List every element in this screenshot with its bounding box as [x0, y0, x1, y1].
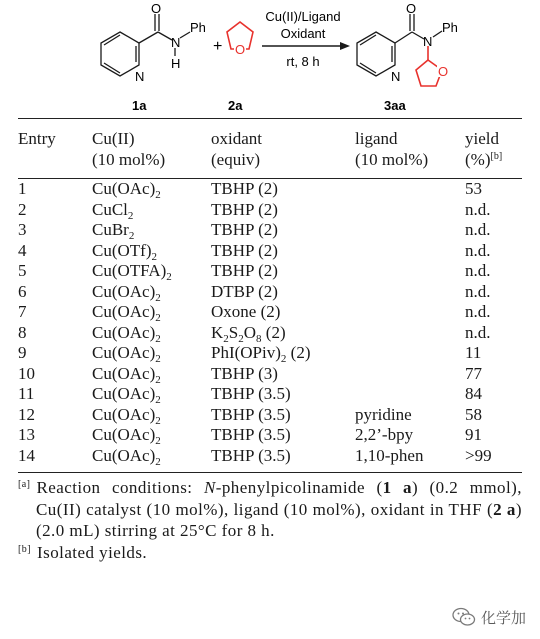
- cell-ligand: [355, 179, 465, 200]
- cell-ligand: [355, 261, 465, 282]
- cell-entry: 2: [18, 199, 27, 219]
- table-row: [18, 425, 522, 446]
- cell-oxidant: TBHP (3): [211, 363, 278, 383]
- table-row: [18, 200, 522, 221]
- label-2a: 2a: [228, 98, 243, 113]
- table-row: [18, 384, 522, 405]
- cell-oxidant: TBHP (3.5): [211, 425, 291, 444]
- header-ligand: ligand: [355, 129, 398, 148]
- cell-copper: $Cu(OAc)_2$: [92, 425, 161, 447]
- cell-yield: 77: [465, 363, 482, 383]
- table-row: [18, 446, 522, 473]
- cell-copper: $Cu(OAc)_2$: [92, 404, 161, 427]
- cell-oxidant: TBHP (2): [211, 199, 278, 219]
- cell-ligand: [355, 364, 465, 385]
- cell-copper: CuCl$_2$: [92, 199, 134, 222]
- cell-oxidant: Oxone (2): [211, 302, 281, 321]
- cell-ligand: 1,10-phen: [355, 445, 424, 465]
- footnote-b-mark: [b]: [18, 543, 32, 555]
- cell-ligand: [355, 282, 465, 303]
- cell-yield: n.d.: [465, 220, 491, 239]
- cell-oxidant: $K_2S_2O_8$ (2): [211, 322, 286, 345]
- reagent-1a-ph: Ph: [190, 20, 206, 35]
- reagent-1a-n: N: [171, 35, 181, 50]
- cell-ligand: [355, 384, 465, 405]
- cell-oxidant: TBHP (2): [211, 240, 278, 260]
- watermark-text: 化学加: [481, 608, 527, 627]
- cell-oxidant: TBHP (3.5): [211, 384, 291, 403]
- table-row: [18, 364, 522, 385]
- table-row: [18, 220, 522, 241]
- cell-copper: $Cu(OAc)_2$: [92, 343, 161, 365]
- condition-catalyst: Cu(II)/Ligand: [265, 9, 341, 24]
- cell-oxidant: DTBP (2): [211, 281, 278, 301]
- cell-yield: n.d.: [465, 322, 491, 342]
- cell-entry: 11: [18, 384, 35, 403]
- cell-yield: >99: [465, 445, 492, 465]
- cell-copper: $Cu(OTFA)_2$: [92, 261, 172, 283]
- cell-entry: 4: [18, 240, 27, 260]
- optimization-table: [18, 118, 522, 563]
- cell-entry: 10: [18, 363, 35, 383]
- cell-entry: 7: [18, 302, 27, 321]
- cell-entry: 14: [18, 445, 35, 465]
- cell-copper: $Cu(OAc)_2$: [92, 363, 161, 386]
- cell-entry: 5: [18, 261, 27, 280]
- table-row: [18, 179, 522, 200]
- watermark: [452, 604, 526, 630]
- label-3aa: 3aa: [384, 98, 406, 113]
- cell-yield: n.d.: [465, 302, 491, 321]
- cell-oxidant: TBHP (2): [211, 220, 278, 239]
- table-row: [18, 405, 522, 426]
- header-ligand-loading: (10 mol%): [355, 150, 429, 169]
- cell-oxidant: TBHP (3.5): [211, 445, 291, 465]
- cell-ligand: [355, 220, 465, 241]
- product-n: N: [423, 34, 433, 49]
- table-row: [18, 282, 522, 303]
- cell-ligand: [355, 241, 465, 262]
- cell-ligand: [355, 343, 465, 364]
- reagent-2a-o: O: [235, 42, 246, 57]
- wechat-icon: [452, 607, 476, 627]
- reagent-1a-h: H: [171, 56, 181, 71]
- cell-copper: $Cu(OAc)_2$: [92, 384, 161, 406]
- cell-copper: $Cu(OAc)_2$: [92, 179, 161, 201]
- table-row: [18, 261, 522, 282]
- cell-yield: n.d.: [465, 199, 491, 219]
- reagent-1a-ring-n: N: [135, 69, 145, 84]
- cell-entry: 8: [18, 322, 27, 342]
- condition-temperature-time: rt, 8 h: [286, 54, 320, 69]
- cell-copper: $Cu(OAc)_2$: [92, 281, 161, 304]
- cell-entry: 12: [18, 404, 35, 424]
- footnote-b-ref: [b]: [490, 151, 503, 162]
- cell-oxidant: TBHP (3.5): [211, 404, 291, 424]
- condition-oxidant: Oxidant: [280, 26, 326, 41]
- header-yield: yield: [465, 129, 499, 148]
- table-header: [18, 119, 522, 179]
- cell-yield: 91: [465, 425, 482, 444]
- table-row: [18, 241, 522, 262]
- cell-entry: 6: [18, 281, 27, 301]
- product-ring-n: N: [391, 69, 401, 84]
- cell-yield: n.d.: [465, 281, 491, 301]
- cell-yield: 84: [465, 384, 482, 403]
- cell-entry: 1: [18, 179, 27, 198]
- product-ph: Ph: [442, 20, 458, 35]
- header-entry-blank: [18, 149, 92, 179]
- cell-yield: n.d.: [465, 261, 491, 280]
- cell-yield: 53: [465, 179, 482, 198]
- footnote-b: [b] Isolated yields.: [18, 542, 148, 562]
- table-row: [18, 343, 522, 364]
- reaction-arrowhead: [340, 42, 350, 50]
- table-footnotes: [18, 473, 522, 563]
- cell-copper: $Cu(OAc)_2$: [92, 445, 161, 468]
- product-ring-o: O: [438, 64, 449, 79]
- cell-ligand: [355, 323, 465, 344]
- cell-ligand: pyridine: [355, 404, 412, 424]
- header-copper: Cu(II): [92, 129, 135, 148]
- cell-ligand: [355, 200, 465, 221]
- plus-sign: +: [213, 38, 223, 55]
- header-oxidant: oxidant: [211, 129, 262, 148]
- cell-oxidant: TBHP (2): [211, 179, 278, 198]
- reagent-1a-o: O: [151, 1, 162, 16]
- cell-yield: n.d.: [465, 240, 491, 260]
- cell-oxidant: $PhI(OPiv)_2$ (2): [211, 343, 311, 365]
- label-1a: 1a: [132, 98, 147, 113]
- product-o: O: [406, 1, 417, 16]
- table-body: [18, 179, 522, 473]
- footnote-a: [a] Reaction conditions: N-phenylpicolinamide (1 a) (0.2 mmol), Cu(II) catalyst (10 mol%), ligand (10 mol%), oxidant in THF (2 a) (2.0 mL) stirring at 25°C for 8 h.: [18, 478, 523, 540]
- cell-entry: 13: [18, 425, 35, 444]
- footnote-a-mark: [a]: [18, 479, 31, 490]
- cell-yield: 58: [465, 404, 482, 424]
- reaction-scheme: [0, 0, 540, 118]
- table-row: [18, 302, 522, 323]
- cell-copper: $Cu(OAc)_2$: [92, 302, 161, 324]
- header-copper-loading: (10 mol%): [92, 150, 166, 169]
- header-entry: Entry: [18, 129, 56, 148]
- cell-yield: 11: [465, 343, 482, 362]
- cell-ligand: [355, 302, 465, 323]
- cell-ligand: 2,2’-bpy: [355, 425, 414, 444]
- header-yield-unit: (%)[b]: [465, 150, 503, 169]
- table-row: [18, 323, 522, 344]
- cell-copper: $Cu(OTf)_2$: [92, 240, 157, 263]
- header-oxidant-equiv: (equiv): [211, 150, 261, 169]
- cell-oxidant: TBHP (2): [211, 261, 278, 280]
- cell-entry: 9: [18, 343, 27, 362]
- conditions-table: [18, 119, 522, 472]
- cell-copper: $Cu(OAc)_2$: [92, 322, 161, 345]
- cell-copper: CuBr$_2$: [92, 220, 135, 242]
- cell-entry: 3: [18, 220, 27, 239]
